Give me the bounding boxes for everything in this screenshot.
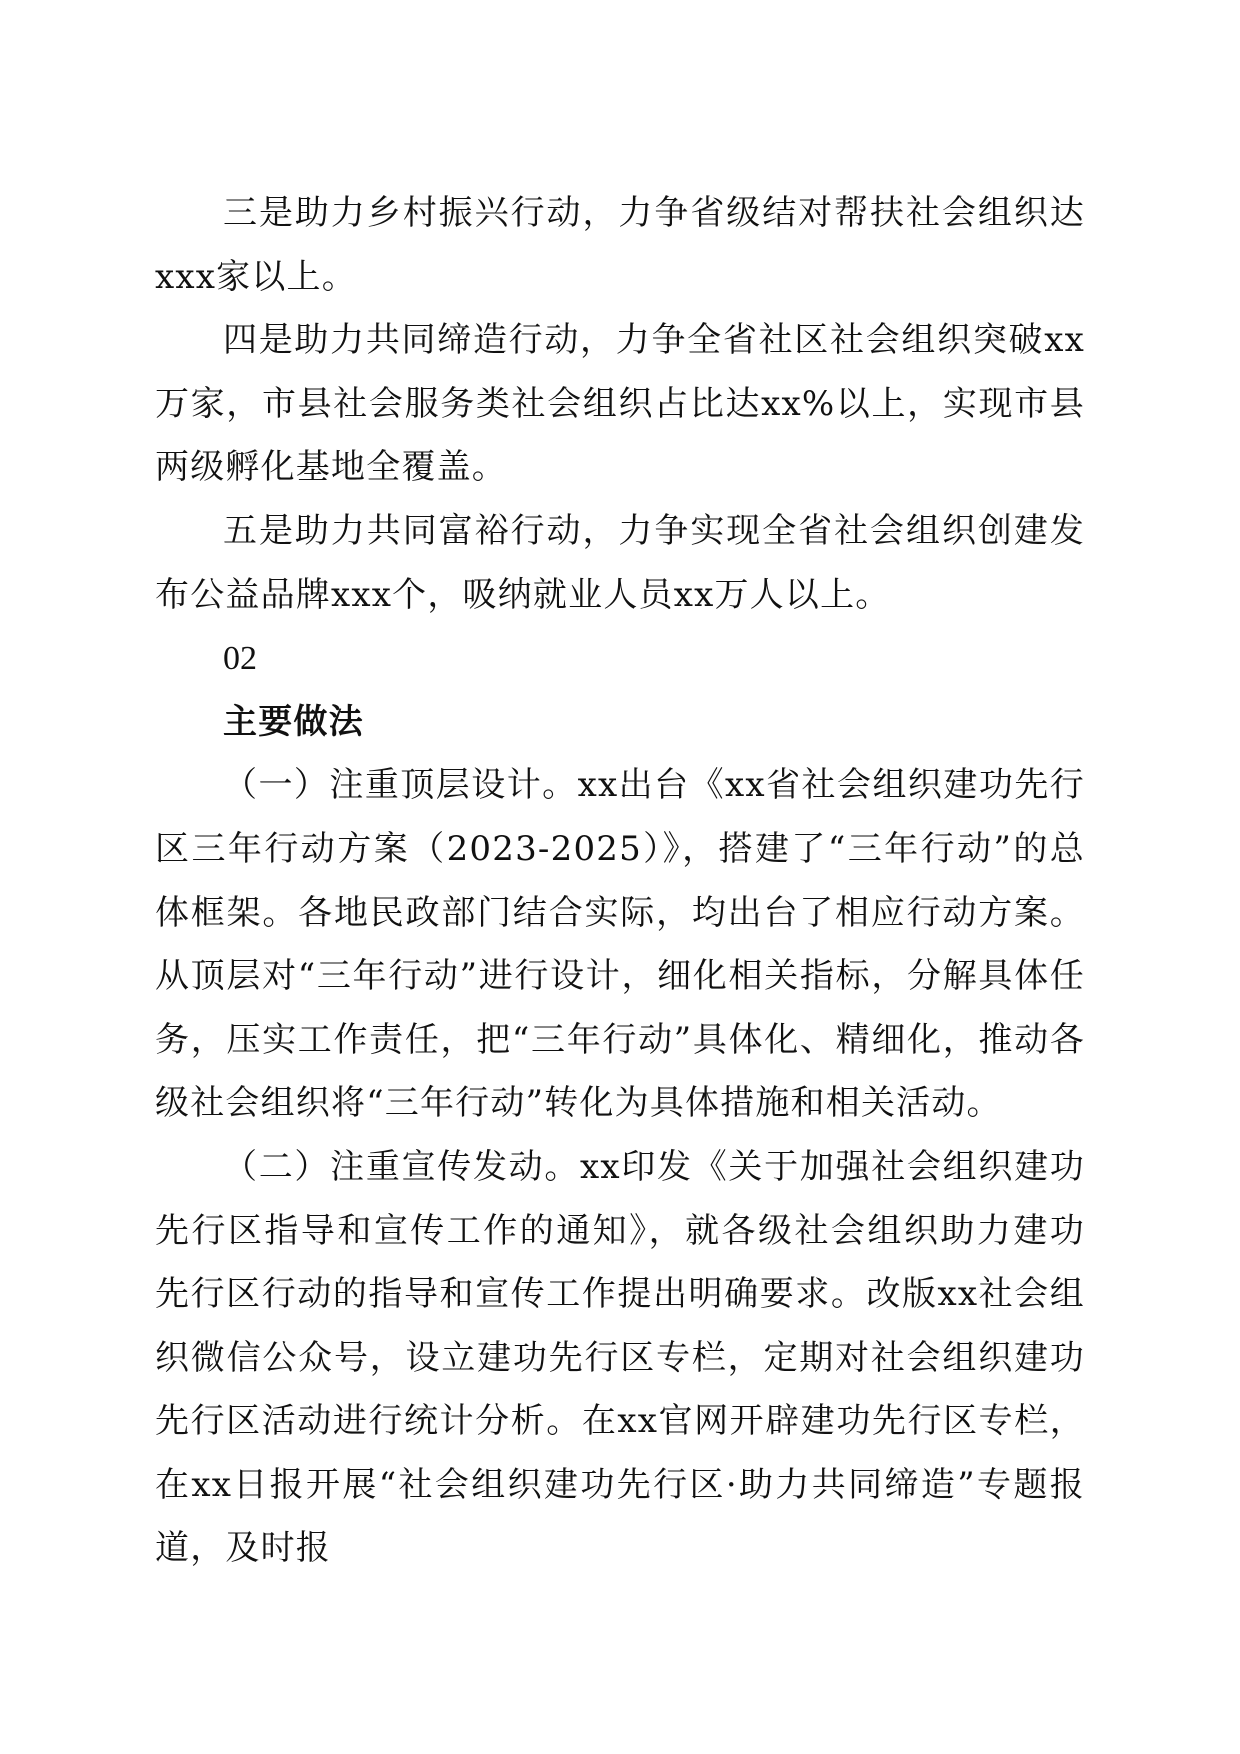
paragraph-rural-revitalization: 三是助力乡村振兴行动，力争省级结对帮扶社会组织达xxx家以上。 bbox=[155, 193, 1085, 297]
document-body bbox=[155, 182, 1085, 1581]
paragraph-co-creation: 四是助力共同缔造行动，力争全省社区社会组织突破xx万家，市县社会服务类社会组织占比达xx%以上，实现市县两级孵化基地全覆盖。 bbox=[155, 320, 1085, 488]
section-heading: 主要做法 bbox=[223, 701, 364, 742]
subsection-publicity: （二）注重宣传发动。xx印发《关于加强社会组织建功先行区指导和宣传工作的通知》，就各级社会组织助力建功先行区行动的指导和宣传工作提出明确要求。改版xx社会组织微信公众号，设立建功先行区专栏，定期对社会组织建功先行区活动进行统计分析。在xx官网开辟建功先行区专栏，在xx日报开展“社会组织建功先行区·助力共同缔造”专题报道，及时报 bbox=[155, 1146, 1085, 1569]
paragraph-common-prosperity: 五是助力共同富裕行动，力争实现全省社会组织创建发布公益品牌xxx个，吸纳就业人员xx万人以上。 bbox=[155, 510, 1085, 615]
subsection-top-level-design: （一）注重顶层设计。xx出台《xx省社会组织建功先行区三年行动方案（2023-2025）》，搭建了“三年行动”的总体框架。各地民政部门结合实际，均出台了相应行动方案。从顶层对“三年行动”进行设计，细化相关指标，分解具体任务，压实工作责任，把“三年行动”具体化、精细化，推动各级社会组织将“三年行动”转化为具体措施和相关活动。 bbox=[155, 765, 1085, 1124]
section-number: 02 bbox=[223, 640, 257, 678]
